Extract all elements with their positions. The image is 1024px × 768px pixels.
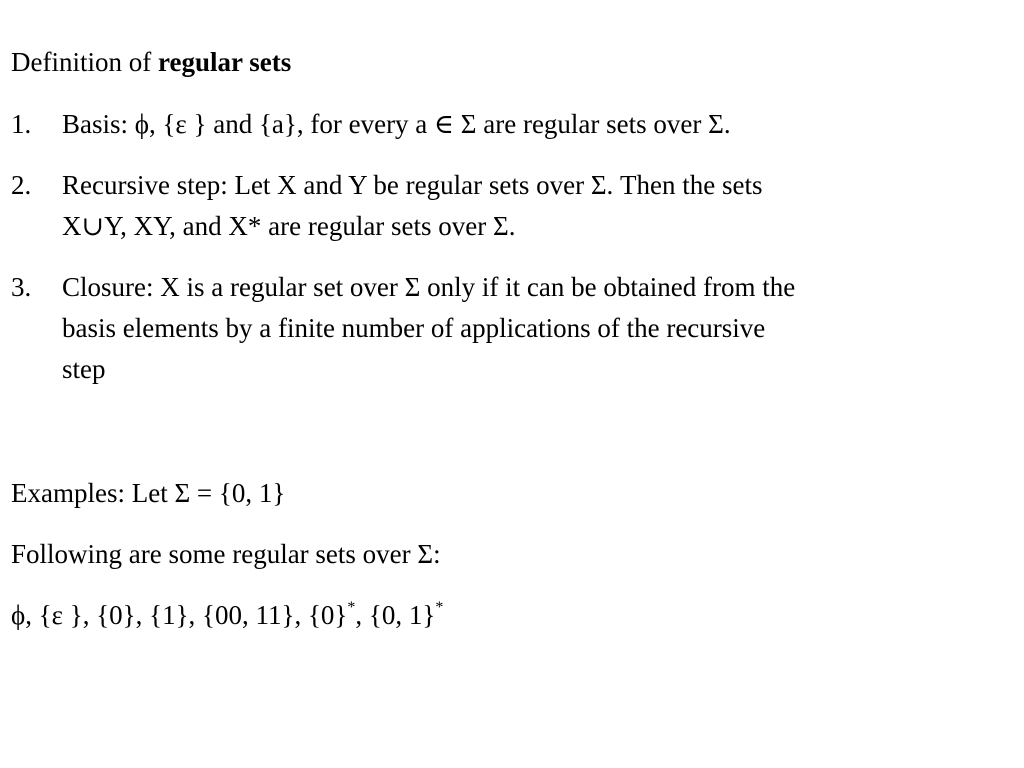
item-1-line-1: Basis: ϕ, {ε } and {a}, for every a ∈ Σ are regular sets over Σ. <box>62 109 731 139</box>
item-3-line-2: basis elements by a finite number of applications of the recursive <box>62 313 766 343</box>
examples-following: Following are some regular sets over Σ: <box>11 539 441 569</box>
examples-list-main: ϕ, {ε }, {0}, {1}, {00, 11}, {0} <box>11 600 348 630</box>
item-2-number: 2. <box>11 170 32 200</box>
item-1-number: 1. <box>11 109 32 139</box>
item-1-text <box>62 104 1012 145</box>
heading-bold-term: regular sets <box>157 47 292 77</box>
examples-list-sup-2: * <box>435 599 444 616</box>
item-2-text <box>62 165 1012 247</box>
definition-heading <box>11 42 291 83</box>
examples-list-sup-1: * <box>347 599 356 616</box>
heading-prefix: Definition of <box>11 47 158 77</box>
examples-list <box>11 595 443 636</box>
item-3-line-3: step <box>62 354 106 384</box>
examples-intro: Examples: Let Σ = {0, 1} <box>11 478 286 508</box>
examples-list-mid: , {0, 1} <box>355 600 436 630</box>
item-2-line-2: X∪Y, XY, and X* are regular sets over Σ. <box>62 211 516 241</box>
item-3-text <box>62 267 1012 390</box>
item-2-line-1: Recursive step: Let X and Y be regular sets over Σ. Then the sets <box>62 170 763 200</box>
item-3-line-1: Closure: X is a regular set over Σ only if it can be obtained from the <box>62 272 796 302</box>
item-3-number: 3. <box>11 272 32 302</box>
